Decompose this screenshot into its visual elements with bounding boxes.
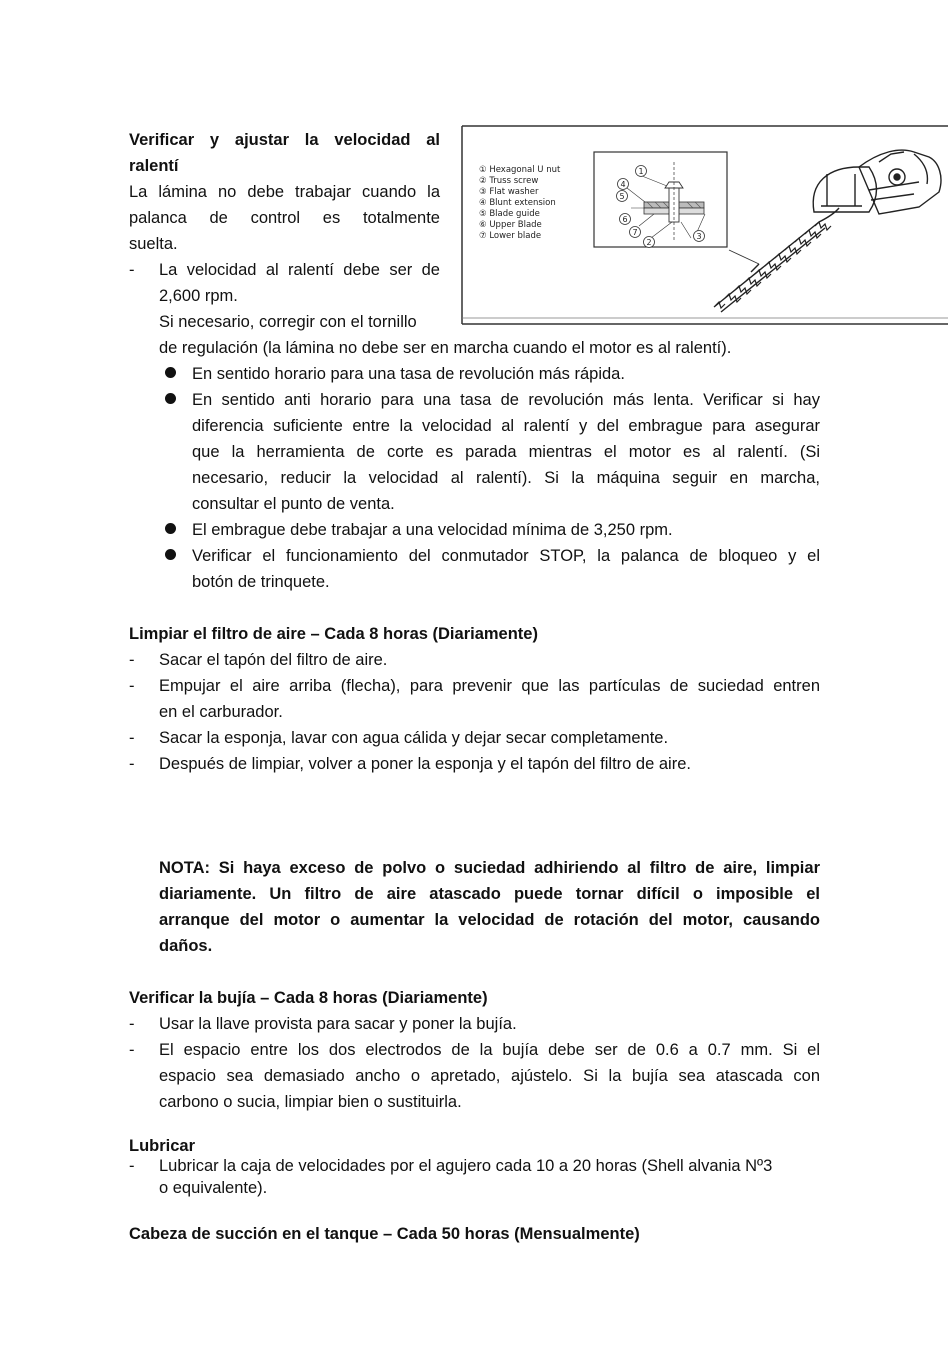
bullet-dot (165, 367, 176, 378)
section1-bullet2-line2: diferencia suficiente entre la velocidad al ralentí y del embrague para asegurar (192, 417, 820, 435)
section2-heading: Limpiar el filtro de aire – Cada 8 horas (Diariamente) (129, 625, 538, 643)
callout-7: 7 (632, 228, 638, 237)
section2-dash2-line2: en el carburador. (159, 703, 283, 721)
section1-heading-line2: ralentí (129, 157, 179, 175)
section1-bullet2-line3: que la herramienta de corte es parada mientras el motor es al ralentí. (Si (192, 443, 820, 461)
section1-intro-line1: La lámina no debe trabajar cuando la (129, 183, 440, 201)
detail-box (594, 152, 727, 247)
legend-item-2: ② Truss screw (479, 176, 539, 186)
section1-intro-line3: suelta. (129, 235, 178, 253)
dash-marker: - (129, 755, 135, 773)
section3-dash2-line2: espacio sea demasiado ancho o apretado, ajústelo. Si la bujía sea atascada con (159, 1067, 820, 1085)
section2-dash4: Después de limpiar, volver a poner la esponja y el tapón del filtro de aire. (159, 755, 691, 773)
callout-4: 4 (620, 180, 626, 189)
dash-marker: - (129, 261, 135, 279)
note-line1: NOTA: Si haya exceso de polvo o suciedad adhiriendo al filtro de aire, limpiar (159, 859, 820, 877)
callout-3: 3 (696, 232, 702, 241)
section1-bullet4-line1: Verificar el funcionamiento del conmutador STOP, la palanca de bloqueo y el (192, 547, 820, 565)
section3-dash2-line1: El espacio entre los dos electrodos de la bujía debe ser de 0.6 a 0.7 mm. Si el (159, 1041, 820, 1059)
section1-intro-line2: palanca de control es totalmente (129, 209, 440, 227)
section1-bullet4-line2: botón de trinquete. (192, 573, 330, 591)
legend-item-7: ⑦ Lower blade (479, 231, 542, 241)
dash-marker: - (129, 651, 135, 669)
legend-item-1: ① Hexagonal U nut (479, 165, 561, 175)
legend-item-5: ⑤ Blade guide (479, 209, 540, 219)
legend-item-3: ③ Flat washer (479, 187, 539, 197)
section1-dash1-line1: La velocidad al ralentí debe ser de (159, 261, 440, 279)
section5-heading: Cabeza de succión en el tanque – Cada 50 horas (Mensualmente) (129, 1225, 640, 1243)
note-line4: daños. (159, 937, 213, 955)
dash-marker: - (129, 1041, 135, 1059)
callout-1: 1 (638, 167, 644, 176)
section1-dash1-line2: 2,600 rpm. (159, 287, 238, 305)
section1-heading-line1: Verificar y ajustar la velocidad al (129, 131, 440, 149)
bullet-dot (165, 523, 176, 534)
dash-marker: - (129, 677, 135, 695)
section1-dash1-line4: de regulación (la lámina no debe ser en marcha cuando el motor es al ralentí). (159, 339, 732, 357)
callout-6: 6 (622, 215, 628, 224)
section1-bullet1: En sentido horario para una tasa de revolución más rápida. (192, 365, 625, 383)
section2-dash3: Sacar la esponja, lavar con agua cálida y dejar secar completamente. (159, 729, 669, 747)
section4-heading: Lubricar (129, 1137, 196, 1155)
section4-dash1-line1: Lubricar la caja de velocidades por el agujero cada 10 a 20 horas (Shell alvania Nº3 (159, 1157, 773, 1175)
section3-heading: Verificar la bujía – Cada 8 horas (Diariamente) (129, 989, 488, 1007)
section2-dash1: Sacar el tapón del filtro de aire. (159, 651, 388, 669)
legend-item-4: ④ Blunt extension (479, 198, 556, 208)
callout-5: 5 (619, 192, 625, 201)
diagram-svg (459, 122, 948, 327)
dash-marker: - (129, 729, 135, 747)
section1-dash1-line3: Si necesario, corregir con el tornillo (159, 313, 417, 331)
bullet-dot (165, 549, 176, 560)
dash-marker: - (129, 1015, 135, 1033)
note-line3: arranque del motor o aumentar la velocidad de rotación del motor, causando (159, 911, 820, 929)
section2-dash2-line1: Empujar el aire arriba (flecha), para prevenir que las partículas de suciedad entren (159, 677, 820, 695)
callout-2: 2 (646, 238, 652, 247)
section1-bullet3: El embrague debe trabajar a una velocidad mínima de 3,250 rpm. (192, 521, 673, 539)
section4-dash1-line2: o equivalente). (159, 1179, 268, 1197)
section3-dash2-line3: carbono o sucia, limpiar bien o sustituirla. (159, 1093, 462, 1111)
section1-bullet2-line5: consultar el punto de venta. (192, 495, 395, 513)
section3-dash1: Usar la llave provista para sacar y poner la bujía. (159, 1015, 517, 1033)
bullet-dot (165, 393, 176, 404)
hedge-trimmer-blade-diagram (459, 122, 948, 327)
legend-item-6: ⑥ Upper Blade (479, 220, 542, 230)
section1-bullet2-line1: En sentido anti horario para una tasa de revolución más lenta. Verificar si hay (192, 391, 820, 409)
section1-bullet2-line4: necesario, reducir la velocidad al ralentí). Si la máquina seguir en marcha, (192, 469, 820, 487)
note-line2: diariamente. Un filtro de aire atascado puede tornar difícil o imposible el (159, 885, 820, 903)
hedge-trimmer-drawing (714, 150, 941, 312)
dash-marker: - (129, 1157, 135, 1175)
